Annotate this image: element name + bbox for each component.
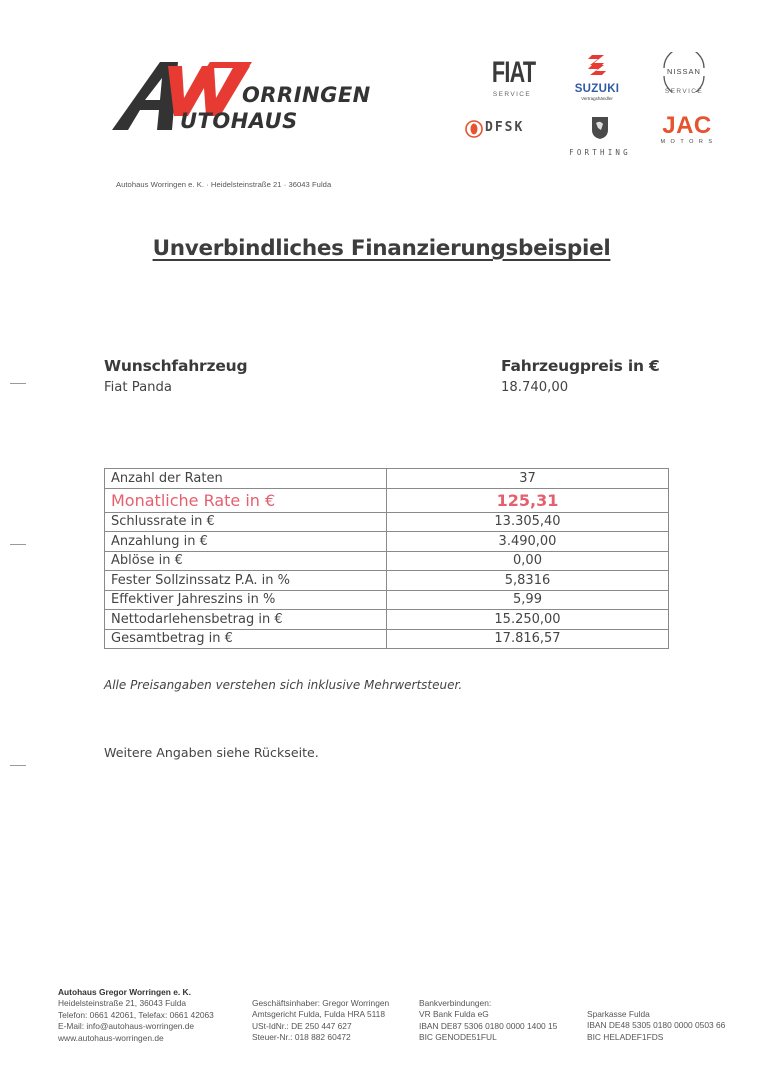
brand-jac: JAC MOTORS <box>650 114 724 145</box>
table-row <box>105 610 669 630</box>
suzuki-s-icon <box>584 53 610 77</box>
table-row <box>105 571 669 591</box>
row-label: Anzahlung in € <box>105 532 387 552</box>
logo-a-icon <box>112 62 178 130</box>
footer-address: Heidelsteinstraße 21, 36043 Fulda <box>58 998 187 1009</box>
table-row <box>105 512 669 532</box>
table-row <box>105 590 669 610</box>
row-value: 37 <box>387 469 669 489</box>
dfsk-emblem-icon <box>465 120 483 138</box>
footer-company <box>58 987 214 1044</box>
jac-logo: JAC <box>662 112 712 139</box>
price-section <box>501 357 660 395</box>
row-label: Schlussrate in € <box>105 512 387 532</box>
footer-phone: Telefon: 0661 42061, Telefax: 0661 42063 <box>58 1009 214 1020</box>
footer-vat-id: USt-IdNr.: DE 250 447 627 <box>252 1020 352 1031</box>
price-value: 18.740,00 <box>501 380 569 395</box>
dealer-logo <box>110 58 370 138</box>
forthing-shield-icon <box>591 116 609 140</box>
footer-tax-no: Steuer-Nr.: 018 882 60472 <box>252 1032 351 1043</box>
margin-mark <box>10 383 26 384</box>
brand-suzuki: SUZUKI Vertragshändler <box>562 53 632 101</box>
footer-website: www.autohaus-worringen.de <box>58 1032 164 1043</box>
financing-table <box>104 468 669 649</box>
footer-email: E-Mail: info@autohaus-worringen.de <box>58 1021 195 1032</box>
row-value: 0,00 <box>387 551 669 571</box>
table-row <box>105 551 669 571</box>
row-value: 5,8316 <box>387 571 669 591</box>
footer-bank-bic: BIC HELADEF1FDS <box>587 1031 664 1042</box>
footer-bank-1 <box>419 998 557 1044</box>
row-label: Gesamtbetrag in € <box>105 629 387 649</box>
footer-legal <box>252 998 389 1044</box>
row-label: Anzahl der Raten <box>105 469 387 489</box>
vehicle-value: Fiat Panda <box>104 380 172 395</box>
footer-bank-iban: IBAN DE87 5306 0180 0000 1400 15 <box>419 1020 558 1031</box>
brand-fiat: FIAT SERVICE <box>491 56 536 98</box>
footer-company-name: Autohaus Gregor Worringen e. K. <box>58 987 191 997</box>
footer-court: Amtsgericht Fulda, Fulda HRA 5118 <box>252 1009 385 1020</box>
row-value: 17.816,57 <box>387 629 669 649</box>
table-row-monthly-rate <box>105 488 669 512</box>
price-label: Fahrzeugpreis in € <box>501 357 660 375</box>
row-value: 125,31 <box>387 488 669 512</box>
logo-line2: UTOHAUS <box>180 109 298 133</box>
row-value: 15.250,00 <box>387 610 669 630</box>
footer-bank-name: VR Bank Fulda eG <box>419 1009 489 1020</box>
vehicle-label: Wunschfahrzeug <box>104 357 248 375</box>
vat-note: Alle Preisangaben verstehen sich inklusive Mehrwertsteuer. <box>104 678 463 692</box>
brand-dfsk: DFSK <box>465 118 555 138</box>
back-page-note: Weitere Angaben siehe Rückseite. <box>104 745 319 760</box>
brand-nissan: NISSAN SERVICE <box>656 52 712 71</box>
footer-owner: Geschäftsinhaber: Gregor Worringen <box>252 998 390 1008</box>
row-value: 5,99 <box>387 590 669 610</box>
margin-mark <box>10 544 26 545</box>
fiat-logo: FIAT <box>491 56 536 89</box>
footer-bank-name: Sparkasse Fulda <box>587 1009 650 1019</box>
brand-forthing: FORTHING <box>550 116 650 157</box>
row-label: Ablöse in € <box>105 551 387 571</box>
table-row <box>105 532 669 552</box>
logo-line1: ORRINGEN <box>242 83 370 107</box>
sender-address-line: Autohaus Worringen e. K. · Heidelsteinstraße 21 · 36043 Fulda <box>116 180 332 189</box>
row-label: Monatliche Rate in € <box>105 488 387 512</box>
vehicle-section <box>104 357 247 395</box>
row-label: Effektiver Jahreszins in % <box>105 590 387 610</box>
row-value: 3.490,00 <box>387 532 669 552</box>
footer-bank-iban: IBAN DE48 5305 0180 0000 0503 66 <box>587 1020 726 1031</box>
document-title: Unverbindliches Finanzierungsbeispiel <box>152 236 611 261</box>
row-value: 13.305,40 <box>387 512 669 532</box>
row-label: Fester Sollzinssatz P.A. in % <box>105 571 387 591</box>
footer-bank-bic: BIC GENODE51FUL <box>419 1032 497 1043</box>
row-label: Nettodarlehensbetrag in € <box>105 610 387 630</box>
footer-bank-2 <box>587 1009 725 1043</box>
footer-bank-heading: Bankverbindungen: <box>419 998 492 1008</box>
margin-mark <box>10 765 26 766</box>
table-row <box>105 469 669 489</box>
table-row <box>105 629 669 649</box>
